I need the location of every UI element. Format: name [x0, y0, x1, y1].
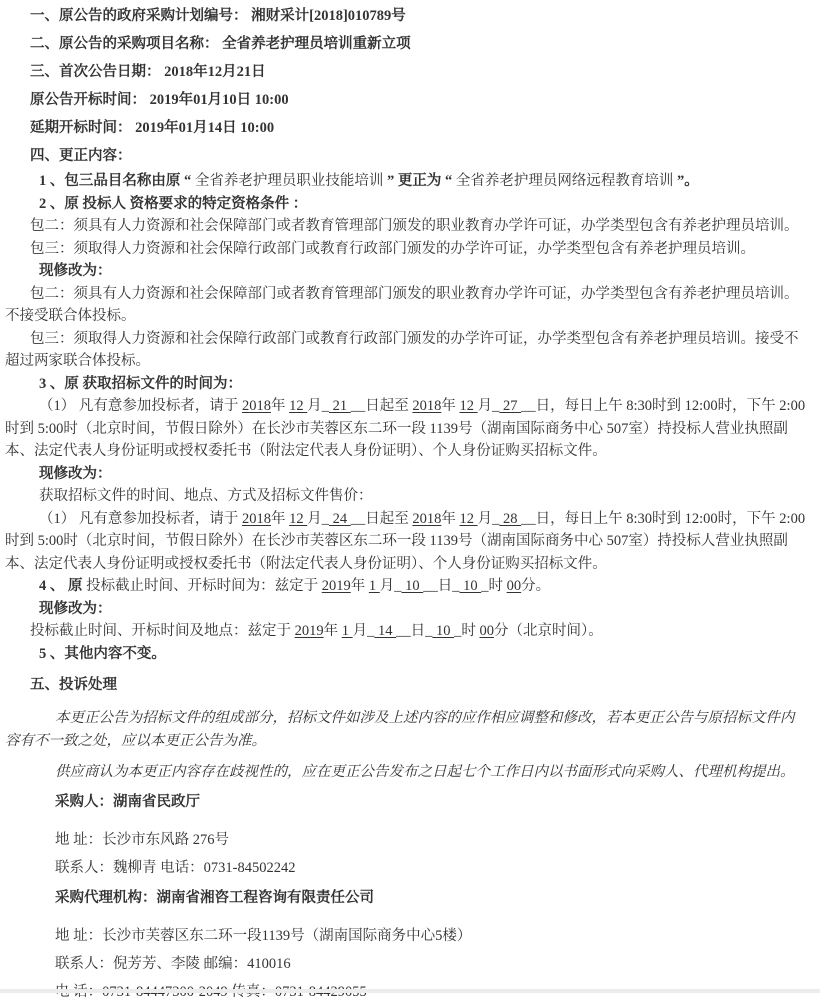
- page-bottom-divider: [0, 989, 820, 993]
- text-segment: （1） 凡有意参加投标者，请于: [39, 398, 242, 414]
- document-paragraph: [5, 707, 808, 753]
- text-segment: 2 、原 投标人 资格要求的特定资格条件 ：: [39, 196, 307, 212]
- text-segment: 现修改为：: [39, 601, 112, 617]
- text-segment: （1） 凡有意参加投标者，请于: [39, 511, 242, 527]
- text-segment: 月_: [307, 511, 329, 527]
- document-paragraph: [5, 215, 808, 238]
- document-paragraph: [5, 671, 808, 699]
- document-paragraph: [5, 922, 808, 950]
- text-segment: 湘财采计[2018]010789号: [248, 8, 406, 24]
- text-segment: 包三：须取得人力资源和社会保障行政部门或教育行政部门颁发的办学许可证，办学类型包含有养老护理员培训。: [30, 241, 755, 257]
- text-segment: 24: [329, 511, 351, 527]
- text-segment: 采购人：湖南省民政厅: [55, 794, 200, 810]
- document-paragraph: [5, 620, 808, 643]
- text-segment: 供应商认为本更正内容存在歧视性的，应在更正公告发布之日起七个工作日内以书面形式向采购人、代理机构提出。: [55, 764, 795, 780]
- text-segment: 本更正公告为招标文件的组成部分，招标文件如涉及上述内容的应作相应调整和修改，若本更正公告与原招标文件内容有不一致之处，应以本更正公告为准。: [5, 710, 795, 749]
- text-segment: 二、原公告的采购项目名称：: [30, 36, 219, 52]
- text-segment: 12: [289, 511, 307, 527]
- text-segment: 2018: [412, 398, 441, 414]
- text-segment: 2018: [242, 398, 271, 414]
- text-segment: 现修改为：: [39, 466, 112, 482]
- text-segment: 全省养老护理员网络远程教育培训: [456, 173, 677, 189]
- text-segment: __日，每日上午 8:30时到 12:00时，下午 2:00时到 5:00时（北京时间，节假日除外）在长沙市芙蓉区东二环一段 1139号（湖南国际商务中心 507室）持投标人营业执照副本、法定代表人身份证明或授权委托书（附法定代表人身份证明）、个人身份证购买招标文件。: [5, 398, 805, 459]
- document-paragraph: [5, 283, 808, 328]
- text-segment: 包二：须具有人力资源和社会保障部门或者教育管理部门颁发的职业教育办学许可证，办学类型包含有养老护理员培训。: [30, 218, 799, 234]
- text-segment: 获取招标文件的时间、地点、方式及招标文件售价：: [39, 488, 373, 504]
- text-segment: 10: [402, 578, 424, 594]
- text-segment: __日，每日上午 8:30时到 12:00时，下午 2:00时到 5:00时（北京时间，节假日除外）在长沙市芙蓉区东二环一段 1139号（湖南国际商务中心 507室）持投标人营业执照副本、法定代表人身份证明或授权委托书（附法定代表人身份证明）、个人身份证购买招标文件。: [5, 511, 805, 572]
- text-segment: 年: [324, 623, 342, 639]
- text-segment: 年: [271, 511, 289, 527]
- text-segment: 12: [289, 398, 307, 414]
- text-segment: 5 、其他内容不变。: [39, 646, 166, 662]
- text-segment: 延期开标时间：: [30, 120, 132, 136]
- text-segment: 21: [329, 398, 351, 414]
- text-segment: 月_: [307, 398, 329, 414]
- document-paragraph: [5, 58, 808, 86]
- text-segment: 14: [374, 623, 396, 639]
- text-segment: 3 、原 获取招标文件的时间为：: [39, 376, 242, 392]
- text-segment: 分。: [521, 578, 550, 594]
- text-segment: 年: [271, 398, 289, 414]
- text-segment: 一、原公告的政府采购计划编号：: [30, 8, 248, 24]
- text-segment: 包二：须具有人力资源和社会保障部门或者教育管理部门颁发的职业教育办学许可证，办学类型包含有养老护理员培训。不接受联合体投标。: [5, 286, 799, 325]
- text-segment: 采购代理机构：湖南省湘咨工程咨询有限责任公司: [55, 890, 374, 906]
- text-segment: __日_: [396, 623, 432, 639]
- text-segment: 2018: [412, 511, 441, 527]
- text-segment: 四、更正内容：: [30, 148, 132, 164]
- document-paragraph: [5, 788, 808, 816]
- text-segment: _时: [454, 623, 479, 639]
- text-segment: 年: [441, 511, 459, 527]
- text-segment: 五、投诉处理: [30, 677, 117, 693]
- document-paragraph: [5, 761, 808, 784]
- text-segment: 分（北京时间）。: [494, 623, 603, 639]
- text-segment: 地 址：长沙市东风路 276号: [55, 832, 229, 848]
- text-segment: 年: [441, 398, 459, 414]
- text-segment: 1: [342, 623, 353, 639]
- document-paragraph: [5, 373, 808, 396]
- text-segment: 28: [499, 511, 521, 527]
- text-segment: __日起至: [351, 511, 413, 527]
- text-segment: 12: [460, 511, 478, 527]
- text-segment: 1: [369, 578, 380, 594]
- document-paragraph: [5, 643, 808, 666]
- document-paragraph: [5, 142, 808, 170]
- document-paragraph: [5, 2, 808, 30]
- text-segment: 联系人：倪芳芳、李陵 邮编：410016: [55, 956, 291, 972]
- text-segment: 月_: [478, 511, 500, 527]
- document-paragraph: [5, 463, 808, 486]
- document-paragraph: [5, 884, 808, 912]
- text-segment: 投标截止时间、开标时间为：兹定于: [86, 578, 322, 594]
- document-paragraph: [5, 950, 808, 978]
- text-segment: 2019: [322, 578, 351, 594]
- text-segment: ” 更正为 “: [387, 173, 456, 189]
- text-segment: 三、首次公告日期：: [30, 64, 161, 80]
- document-paragraph: [5, 30, 808, 58]
- text-segment: 2018年12月21日: [161, 64, 266, 80]
- document-paragraph: [5, 86, 808, 114]
- text-segment: ”。: [677, 173, 699, 189]
- text-segment: 现修改为：: [39, 263, 112, 279]
- document-paragraph: [5, 826, 808, 854]
- text-segment: 00: [480, 623, 495, 639]
- document-paragraph: [5, 395, 808, 463]
- text-segment: 月_: [353, 623, 375, 639]
- text-segment: 联系人：魏柳青 电话：0731-84502242: [55, 860, 295, 876]
- text-segment: _时: [481, 578, 506, 594]
- document-paragraph: [5, 854, 808, 882]
- document-paragraph: [5, 193, 808, 216]
- document-paragraph: [5, 260, 808, 283]
- text-segment: 2019: [295, 623, 324, 639]
- text-segment: 全省养老护理员培训重新立项: [219, 36, 411, 52]
- text-segment: 全省养老护理员职业技能培训: [195, 173, 387, 189]
- document-paragraph: [5, 575, 808, 598]
- text-segment: 1 、包三品目名称由原 “: [39, 173, 195, 189]
- text-segment: 地 址：长沙市芙蓉区东二环一段1139号（湖南国际商务中心5楼）: [55, 928, 471, 944]
- document-paragraph: [5, 508, 808, 576]
- document-paragraph: [5, 238, 808, 261]
- text-segment: __日起至: [351, 398, 413, 414]
- text-segment: 10: [432, 623, 454, 639]
- document-paragraph: [5, 328, 808, 373]
- text-segment: 月_: [478, 398, 500, 414]
- document-paragraph: [5, 485, 808, 508]
- text-segment: 4 、 原: [39, 578, 86, 594]
- text-segment: 2019年01月14日 10:00: [132, 120, 275, 136]
- document-paragraph: [5, 114, 808, 142]
- text-segment: 原公告开标时间：: [30, 92, 146, 108]
- text-segment: 包三：须取得人力资源和社会保障行政部门或教育行政部门颁发的办学许可证，办学类型包含有养老护理员培训。接受不超过两家联合体投标。: [5, 331, 799, 370]
- document-paragraph: [5, 598, 808, 621]
- text-segment: 电 话：0731-84447300-2049 传真：0731-84429055: [55, 984, 367, 1000]
- text-segment: 27: [499, 398, 521, 414]
- text-segment: 12: [460, 398, 478, 414]
- text-segment: 年: [351, 578, 369, 594]
- text-segment: __日_: [423, 578, 459, 594]
- text-segment: 月_: [380, 578, 402, 594]
- text-segment: 10: [460, 578, 482, 594]
- document-paragraph: [5, 170, 808, 193]
- text-segment: 2018: [242, 511, 271, 527]
- text-segment: 投标截止时间、开标时间及地点：兹定于: [30, 623, 295, 639]
- text-segment: 2019年01月10日 10:00: [146, 92, 289, 108]
- text-segment: 00: [507, 578, 522, 594]
